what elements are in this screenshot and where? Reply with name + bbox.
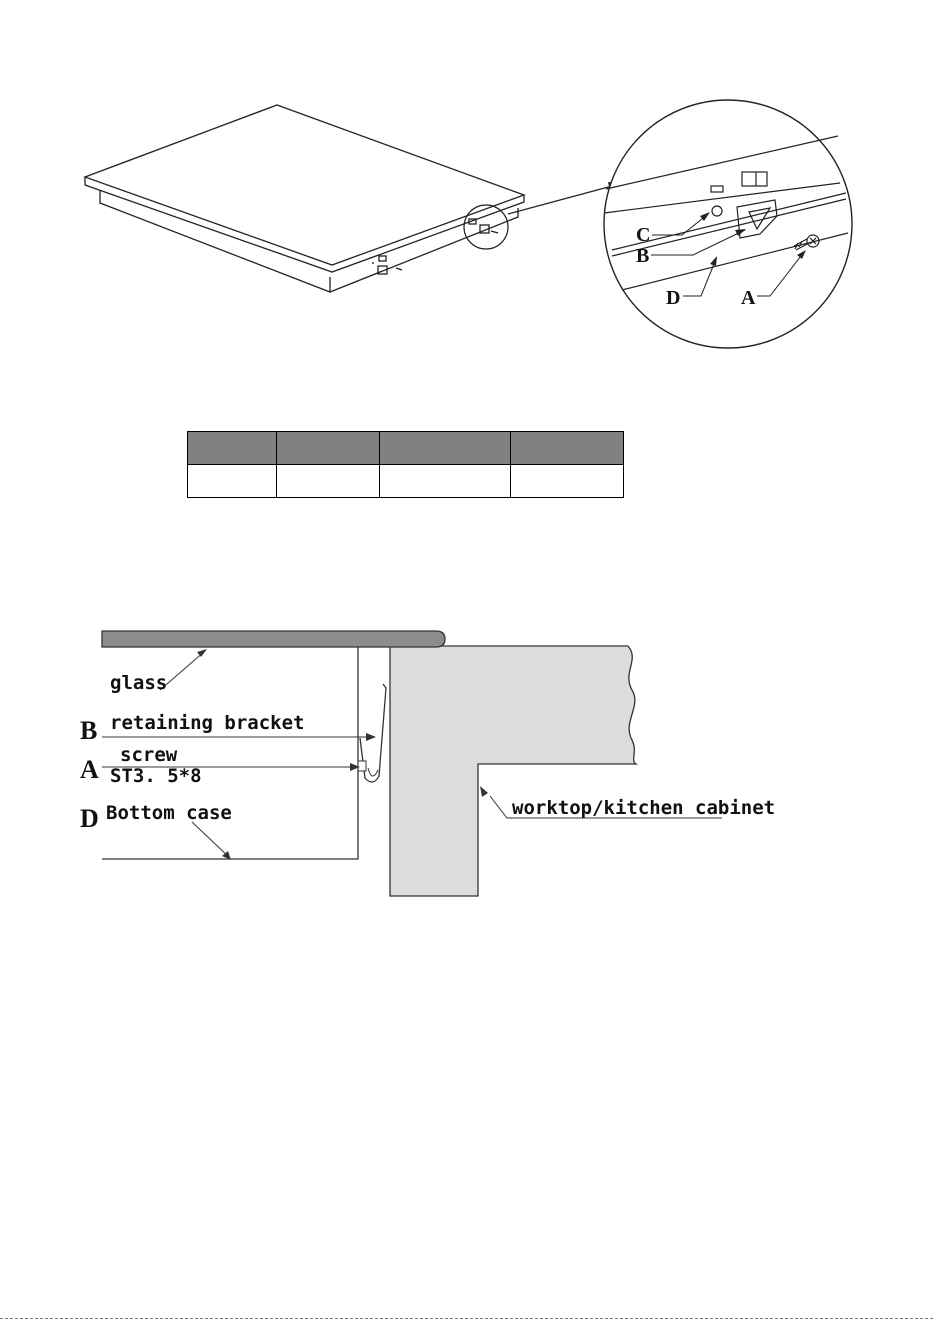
table-cell [188, 465, 277, 498]
retaining-bracket-label: retaining bracket [110, 712, 305, 734]
arrow-head-icon [480, 786, 488, 797]
table-header-row [188, 432, 624, 465]
detail-source-circle [464, 205, 508, 249]
table-cell [277, 465, 380, 498]
label-d: D [666, 287, 681, 309]
label-d: D [80, 804, 99, 833]
screw-spec-label: ST3. 5*8 [110, 765, 202, 787]
arrow-head-icon [197, 649, 207, 657]
table-cell [380, 465, 511, 498]
screw-shape [358, 761, 366, 771]
cross-section-diagram [0, 600, 933, 920]
specification-table [187, 431, 624, 498]
label-a: A [80, 755, 99, 784]
table-cell [511, 432, 624, 465]
label-b: B [636, 245, 650, 267]
label-c: C [636, 224, 651, 246]
worktop-label: worktop/kitchen cabinet [512, 797, 776, 819]
label-a: A [741, 287, 756, 309]
table-row [188, 465, 624, 498]
table-cell [380, 432, 511, 465]
arrow-head-icon [366, 733, 376, 741]
page-edge-divider [0, 1318, 933, 1319]
worktop-shape [390, 646, 636, 896]
table-cell [277, 432, 380, 465]
screw-label: screw [120, 744, 178, 766]
bottom-case-label: Bottom case [106, 802, 232, 824]
glass-label: glass [110, 672, 168, 694]
hob-perspective-drawing [85, 105, 524, 292]
hob-installation-diagram [0, 0, 933, 360]
table-cell [188, 432, 277, 465]
table-cell [511, 465, 624, 498]
label-b: B [80, 716, 98, 745]
glass-plate [102, 631, 445, 647]
magnified-detail [604, 100, 852, 348]
